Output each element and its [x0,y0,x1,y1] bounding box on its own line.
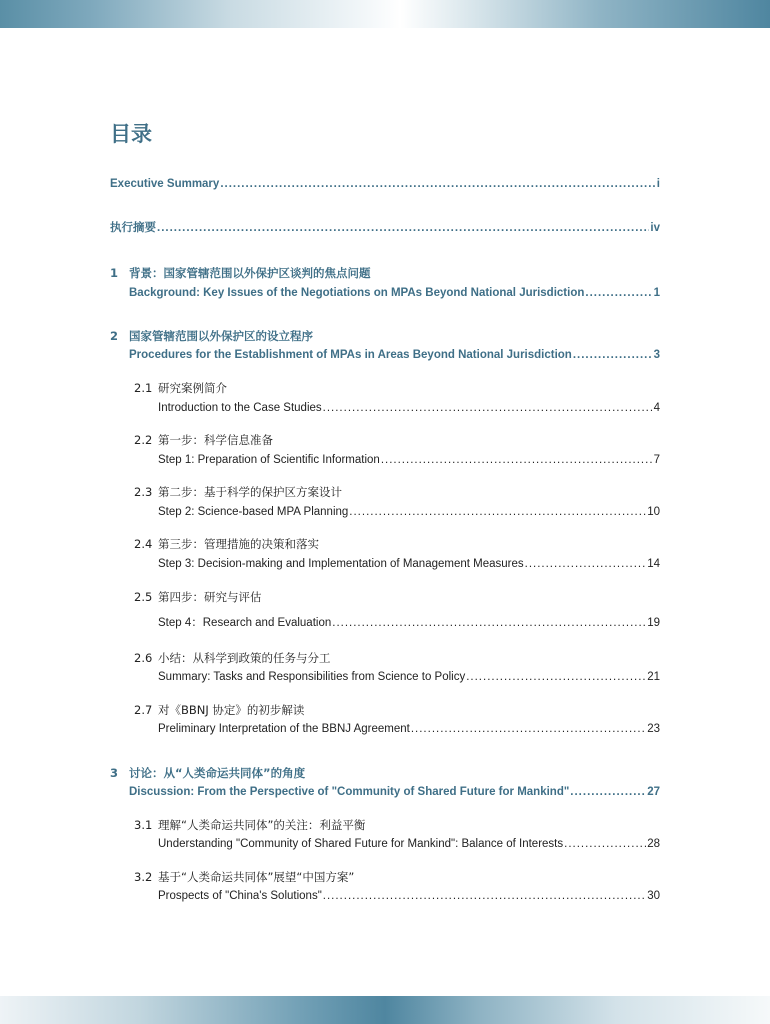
toc-page-number: 30 [647,890,660,902]
toc-page-number: 3 [653,349,660,361]
toc-page-number: iv [650,222,660,234]
section-number: 2 [110,329,119,343]
dot-leader [332,617,646,629]
toc-entry-label: Discussion: From the Perspective of "Community of Shared Future for Mankind" [129,786,570,798]
toc-page-number: 10 [647,506,660,518]
dot-leader [157,222,649,234]
toc-section-1-title-zh[interactable] [110,265,371,281]
subsection-number: 3.1 [134,818,153,832]
top-decorative-band [0,0,770,28]
toc-entry-label: Introduction to the Case Studies [158,402,322,414]
toc-subsection-2-2-entry[interactable] [158,454,660,466]
toc-subsection-3-1-title-zh[interactable] [134,817,365,833]
toc-section-2-title-zh[interactable] [110,328,313,344]
toc-subsection-2-7-title-zh[interactable] [134,702,304,718]
dot-leader [585,287,652,299]
subsection-number: 2.3 [134,485,153,499]
toc-page-number: i [656,178,660,190]
toc-entry-label: Understanding "Community of Shared Future for Mankind": Balance of Interests [158,838,564,850]
toc-entry-label: Step 1: Preparation of Scientific Information [158,454,380,466]
bottom-decorative-band [0,996,770,1024]
subsection-number: 3.2 [134,870,153,884]
toc-subsection-2-7-entry[interactable] [158,723,660,735]
toc-subsection-3-2-entry[interactable] [158,890,660,902]
toc-page-number: 7 [653,454,660,466]
toc-entry-label: Summary: Tasks and Responsibilities from Science to Policy [158,671,466,683]
subsection-number: 2.5 [134,590,153,604]
subsection-number: 2.7 [134,703,153,717]
subsection-title-zh: 理解“人类命运共同体”的关注：利益平衡 [158,818,366,832]
toc-entry-label: Prospects of "China's Solutions" [158,890,322,902]
toc-page-number: 27 [647,786,660,798]
dot-leader [323,890,646,902]
toc-entry-label: Procedures for the Establishment of MPAs in Areas Beyond National Jurisdiction [129,349,572,361]
subsection-title-zh: 基于“人类命运共同体”展望“中国方案” [158,870,355,884]
section-number: 3 [110,766,119,780]
subsection-number: 2.2 [134,433,153,447]
dot-leader [220,178,655,190]
subsection-title-zh: 第二步：基于科学的保护区方案设计 [158,485,342,499]
toc-entry-label: Preliminary Interpretation of the BBNJ Agreement [158,723,410,735]
toc-entry-label: Executive Summary [110,178,220,190]
section-title-zh: 背景：国家管辖范围以外保护区谈判的焦点问题 [129,266,371,280]
toc-section-1-entry[interactable] [129,287,660,299]
section-title-zh: 国家管辖范围以外保护区的设立程序 [129,329,313,343]
subsection-number: 2.4 [134,537,153,551]
subsection-title-zh: 小结：从科学到政策的任务与分工 [158,651,331,665]
toc-subsection-3-2-title-zh[interactable] [134,869,354,885]
subsection-title-zh: 第一步：科学信息准备 [158,433,273,447]
dot-leader [570,786,646,798]
toc-entry-label: Background: Key Issues of the Negotiations on MPAs Beyond National Jurisdiction [129,287,585,299]
toc-subsection-2-4-title-zh[interactable] [134,536,319,552]
toc-subsection-2-1-title-zh[interactable] [134,380,227,396]
toc-page-number: 4 [653,402,660,414]
section-title-zh: 讨论：从“人类命运共同体”的角度 [129,766,306,780]
toc-subsection-2-6-entry[interactable] [158,671,660,683]
toc-subsection-2-4-entry[interactable] [158,558,660,570]
toc-subsection-2-5-entry[interactable] [158,614,660,630]
dot-leader [323,402,653,414]
toc-entry-label: Step 2: Science-based MPA Planning [158,506,349,518]
toc-subsection-3-1-entry[interactable] [158,838,660,850]
toc-section-3-entry[interactable] [129,786,660,798]
toc-page-number: 28 [647,838,660,850]
toc-page-number: 19 [647,617,660,629]
subsection-number: 2.6 [134,651,153,665]
dot-leader [381,454,653,466]
dot-leader [564,838,646,850]
toc-subsection-2-5-title-zh[interactable] [134,589,262,605]
toc-page-number: 23 [647,723,660,735]
subsection-title-zh: 第四步：研究与评估 [158,590,262,604]
toc-subsection-2-1-entry[interactable] [158,402,660,414]
toc-entry-executive-summary-zh[interactable] [110,219,660,235]
toc-section-2-entry[interactable] [129,349,660,361]
toc-subsection-2-3-entry[interactable] [158,506,660,518]
toc-entry-label: Step 4：Research and Evaluation [158,617,332,629]
toc-entry-executive-summary[interactable] [110,178,660,190]
dot-leader [466,671,646,683]
toc-section-3-title-zh[interactable] [110,765,305,781]
toc-subsection-2-6-title-zh[interactable] [134,650,331,666]
section-number: 1 [110,266,119,280]
toc-entry-label: Step 3: Decision-making and Implementation of Management Measures [158,558,524,570]
dot-leader [411,723,646,735]
toc-page-number: 1 [653,287,660,299]
toc-page-number: 14 [647,558,660,570]
page-title: 目录 [110,122,152,146]
dot-leader [349,506,646,518]
subsection-number: 2.1 [134,381,153,395]
toc-page-number: 21 [647,671,660,683]
dot-leader [525,558,647,570]
dot-leader [573,349,653,361]
subsection-title-zh: 研究案例简介 [158,381,227,395]
subsection-title-zh: 第三步：管理措施的决策和落实 [158,537,319,551]
subsection-title-zh: 对《BBNJ 协定》的初步解读 [158,703,305,717]
toc-entry-label: 执行摘要 [110,222,156,234]
toc-subsection-2-2-title-zh[interactable] [134,432,273,448]
toc-subsection-2-3-title-zh[interactable] [134,484,342,500]
